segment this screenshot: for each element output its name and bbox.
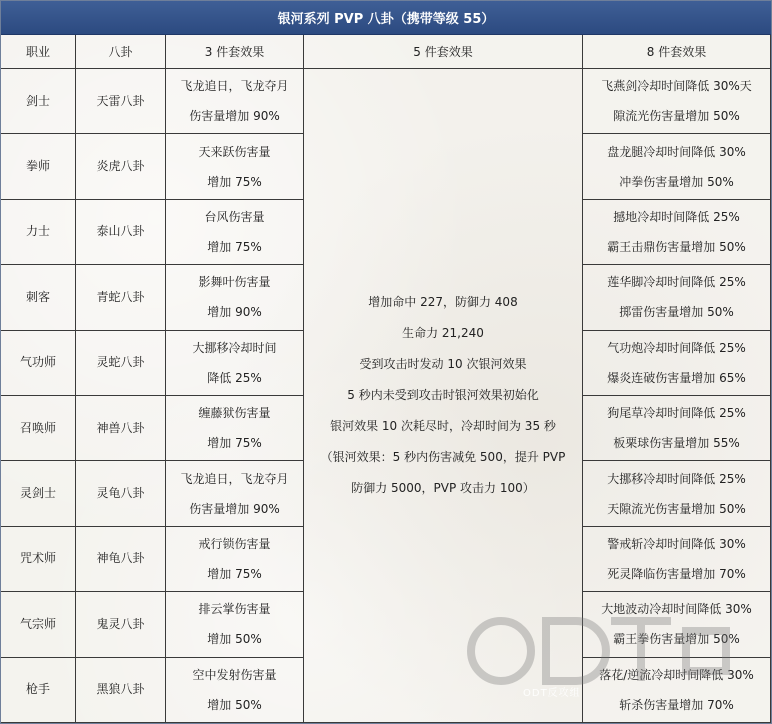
five-piece-line: 增加命中 227，防御力 408 [368, 295, 518, 309]
eight-piece-line: 天隙流光伤害量增加 50% [607, 501, 746, 516]
bagua-cell: 灵蛇八卦 [76, 331, 166, 396]
three-piece-cell [166, 461, 304, 526]
three-piece-cell [166, 134, 304, 199]
eight-piece-cell [583, 461, 771, 526]
eight-piece-line: 霸王拳伤害量增加 50% [613, 632, 740, 647]
three-piece-line: 伤害量增加 90% [189, 109, 280, 124]
eight-piece-line: 盘龙腿冷却时间降低 30% [607, 144, 746, 159]
bagua-cell: 鬼灵八卦 [76, 592, 166, 657]
three-piece-line: 增加 75% [207, 174, 262, 189]
eight-piece-line: 落花/逆流冷却时间降低 30% [599, 667, 754, 682]
header-job: 职业 [1, 35, 76, 69]
three-piece-line: 台风伤害量 [204, 209, 265, 224]
three-piece-line: 增加 75% [207, 239, 262, 254]
eight-piece-line: 掷雷伤害量增加 50% [619, 305, 734, 320]
eight-piece-line: 莲华脚冷却时间降低 25% [607, 275, 746, 290]
job-cell: 灵剑士 [1, 461, 76, 526]
job-cell: 刺客 [1, 265, 76, 330]
three-piece-line: 排云掌伤害量 [198, 602, 271, 617]
three-piece-line: 伤害量增加 90% [189, 501, 280, 516]
three-piece-line: 增加 50% [207, 697, 262, 712]
eight-piece-cell [583, 265, 771, 330]
three-piece-line: 空中发射伤害量 [192, 667, 277, 682]
bagua-cell: 神兽八卦 [76, 396, 166, 461]
three-piece-cell [166, 396, 304, 461]
eight-piece-line: 板栗球伤害量增加 55% [613, 436, 740, 451]
five-piece-line: 生命力 21,240 [402, 326, 484, 340]
three-piece-line: 影舞叶伤害量 [198, 275, 271, 290]
bagua-cell: 天雷八卦 [76, 69, 166, 134]
eight-piece-cell [583, 69, 771, 134]
bagua-cell: 神龟八卦 [76, 527, 166, 592]
three-piece-cell [166, 658, 304, 723]
eight-piece-cell [583, 592, 771, 657]
eight-piece-cell [583, 658, 771, 723]
three-piece-cell [166, 200, 304, 265]
table-title: 银河系列 PVP 八卦（携带等级 55） [1, 1, 771, 35]
three-piece-cell [166, 527, 304, 592]
three-piece-cell [166, 69, 304, 134]
three-piece-line: 增加 75% [207, 436, 262, 451]
three-piece-line: 增加 75% [207, 566, 262, 581]
eight-piece-line: 冲拳伤害量增加 50% [619, 174, 734, 189]
eight-piece-line: 隙流光伤害量增加 50% [613, 109, 740, 124]
eight-piece-line: 警戒斩冷却时间降低 30% [607, 536, 746, 551]
three-piece-cell [166, 592, 304, 657]
eight-piece-line: 爆炎连破伤害量增加 65% [607, 370, 746, 385]
job-cell: 枪手 [1, 658, 76, 723]
eight-piece-line: 斩杀伤害量增加 70% [619, 697, 734, 712]
eight-piece-line: 飞燕剑冷却时间降低 30%天 [601, 79, 752, 94]
eight-piece-cell [583, 331, 771, 396]
header-5piece: 5 件套效果 [304, 35, 583, 69]
job-cell: 气功师 [1, 331, 76, 396]
eight-piece-line: 死灵降临伤害量增加 70% [607, 566, 746, 581]
three-piece-line: 飞龙追日，飞龙夺月 [180, 471, 289, 486]
three-piece-cell [166, 331, 304, 396]
five-piece-line: 银河效果 10 次耗尽时，冷却时间为 35 秒 [330, 419, 556, 433]
bagua-cell: 青蛇八卦 [76, 265, 166, 330]
five-piece-line: 防御力 5000，PVP 攻击力 100） [351, 481, 535, 495]
watermark-text: ODT反攻组 [523, 688, 581, 699]
bagua-cell: 黑狼八卦 [76, 658, 166, 723]
eight-piece-line: 霸王击鼎伤害量增加 50% [607, 239, 746, 254]
three-piece-line: 缠藤狱伤害量 [198, 406, 271, 421]
job-cell: 拳师 [1, 134, 76, 199]
three-piece-cell [166, 265, 304, 330]
bagua-cell: 泰山八卦 [76, 200, 166, 265]
job-cell: 气宗师 [1, 592, 76, 657]
five-piece-effect [304, 69, 583, 723]
job-cell: 咒术师 [1, 527, 76, 592]
five-piece-line: 5 秒内未受到攻击时银河效果初始化 [347, 388, 539, 402]
eight-piece-cell [583, 527, 771, 592]
three-piece-line: 降低 25% [207, 370, 262, 385]
bagua-cell: 灵龟八卦 [76, 461, 166, 526]
header-8piece: 8 件套效果 [583, 35, 771, 69]
job-cell: 召唤师 [1, 396, 76, 461]
three-piece-line: 增加 50% [207, 632, 262, 647]
eight-piece-cell [583, 200, 771, 265]
eight-piece-line: 气功炮冷却时间降低 25% [607, 340, 746, 355]
eight-piece-line: 大地波动冷却时间降低 30% [601, 602, 752, 617]
header-3piece: 3 件套效果 [166, 35, 304, 69]
five-piece-line: 受到攻击时发动 10 次银河效果 [359, 357, 527, 371]
eight-piece-cell [583, 396, 771, 461]
eight-piece-line: 大挪移冷却时间降低 25% [607, 471, 746, 486]
job-cell: 剑士 [1, 69, 76, 134]
three-piece-line: 增加 90% [207, 305, 262, 320]
bagua-cell: 炎虎八卦 [76, 134, 166, 199]
eight-piece-cell [583, 134, 771, 199]
header-bagua: 八卦 [76, 35, 166, 69]
three-piece-line: 戒行锁伤害量 [198, 536, 271, 551]
three-piece-line: 大挪移冷却时间 [192, 340, 277, 355]
eight-piece-line: 狗尾草冷却时间降低 25% [607, 406, 746, 421]
job-cell: 力士 [1, 200, 76, 265]
eight-piece-line: 撼地冷却时间降低 25% [613, 209, 740, 224]
five-piece-line: （银河效果：5 秒内伤害减免 500，提升 PVP [320, 450, 566, 464]
header-row [1, 35, 771, 69]
three-piece-line: 飞龙追日，飞龙夺月 [180, 79, 289, 94]
three-piece-line: 天来跃伤害量 [198, 144, 271, 159]
